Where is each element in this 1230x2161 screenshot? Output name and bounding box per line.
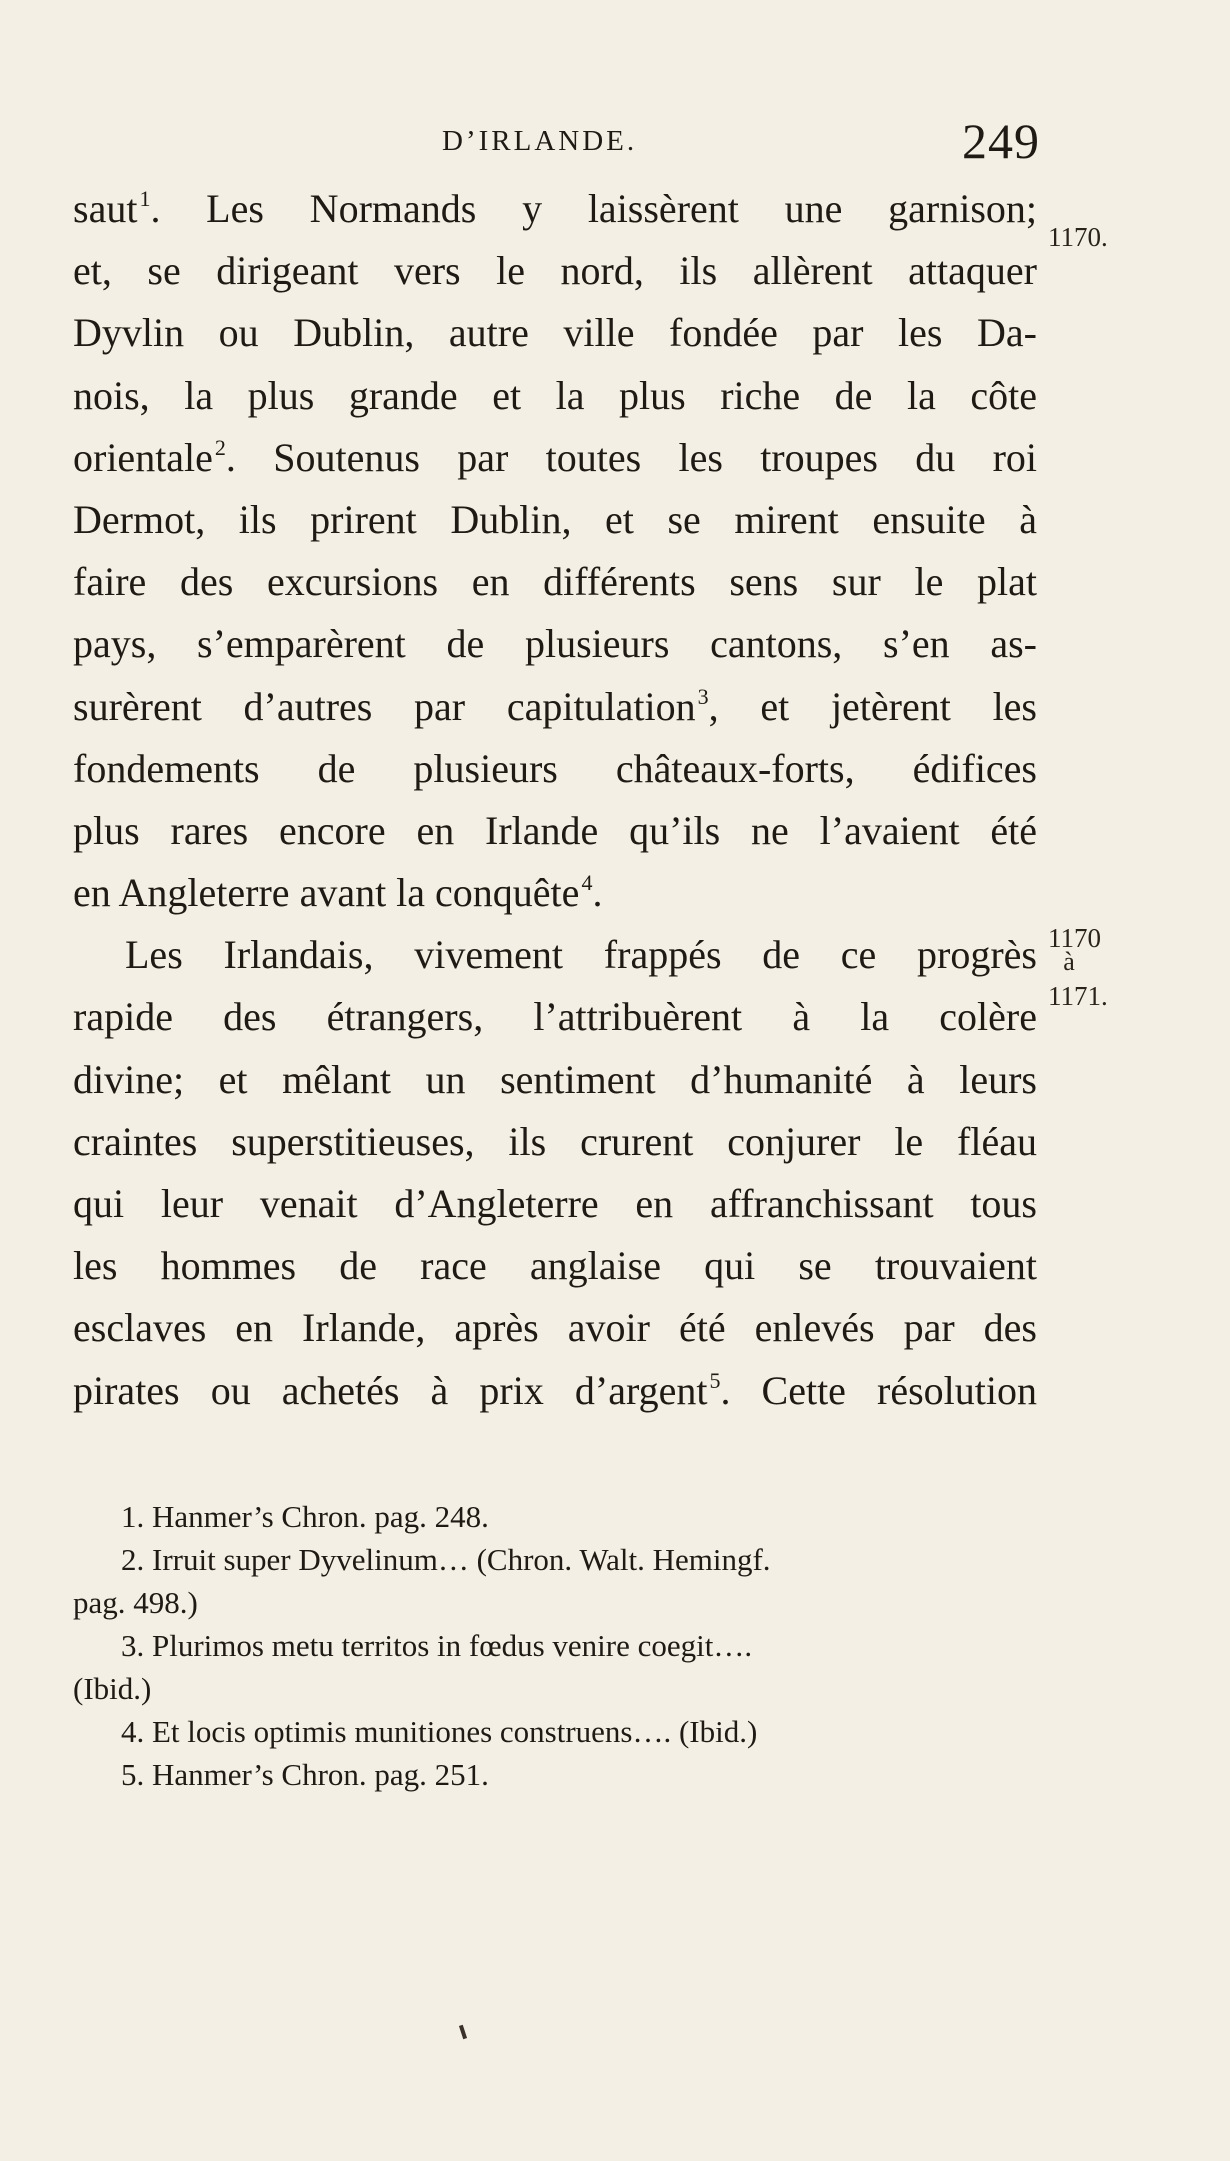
text-line: en Angleterre avant la conquête$^4$. — [73, 870, 603, 916]
footnote: 4. Et locis optimis munitiones construens…. (Ibid.) — [121, 1714, 758, 1749]
text-line: surèrent d’autres par capitulation$^3$, et jetèrent les — [73, 683, 1037, 729]
footnote-ref: 2 — [214, 434, 226, 460]
text-line: qui leur venait d’Angleterre en affranchissant tous — [73, 1181, 1037, 1226]
text-line: craintes superstitieuses, ils crurent conjurer le fléau — [73, 1118, 1037, 1164]
footnote: 3. Plurimos metu territos in fœdus venire coegit…. — [121, 1628, 753, 1663]
margin-date-1171: 1171. — [1048, 981, 1108, 1011]
text-line: faire des excursions en différents sens sur le plat — [73, 559, 1037, 605]
margin-date-1170: 1170. — [1048, 222, 1108, 252]
text-line: et, se dirigeant vers le nord, ils allèrent attaquer — [73, 248, 1037, 294]
text-line: plus rares encore en Irlande qu’ils ne l’avaient été — [73, 807, 1037, 853]
text-line: pirates ou achetés à prix d’argent$^5$. Cette résolution — [73, 1367, 1037, 1413]
footnote: pag. 498.) — [73, 1585, 198, 1620]
footnote-ref: 5 — [709, 1367, 721, 1393]
margin-range-a: à — [1063, 947, 1075, 976]
footnote: 2. Irruit super Dyvelinum… (Chron. Walt. Hemingf. — [121, 1542, 771, 1577]
text-line: divine; et mêlant un sentiment d’humanité à leurs — [73, 1056, 1037, 1102]
footnote: (Ibid.) — [73, 1671, 152, 1706]
footnote: 1. Hanmer’s Chron. pag. 248. — [121, 1499, 489, 1534]
body-text — [73, 178, 1037, 1422]
footnote-ref: 3 — [697, 683, 709, 709]
text-line: pays, s’emparèrent de plusieurs cantons, s’en as- — [73, 621, 1037, 667]
text-line: Dyvlin ou Dublin, autre ville fondée par les Da- — [73, 310, 1037, 356]
text-line: fondements de plusieurs châteaux-forts, édifices — [73, 745, 1037, 791]
footnote-ref: 1 — [139, 186, 151, 211]
running-title: D’IRLANDE. — [442, 125, 638, 157]
footnote: 5. Hanmer’s Chron. pag. 251. — [121, 1757, 489, 1792]
text-line: Dermot, ils prirent Dublin, et se mirent ensuite à — [73, 496, 1037, 542]
text-line: saut$^1$. Les Normands y laissèrent une garnison; — [73, 186, 1037, 231]
text-line: nois, la plus grande et la plus riche de la côte — [73, 372, 1037, 418]
margin-range-start: 1170 — [1048, 923, 1101, 953]
text-line: orientale$^2$. Soutenus par toutes les troupes du roi — [73, 434, 1037, 480]
text-line: rapide des étrangers, l’attribuèrent à la colère — [73, 994, 1037, 1040]
footnote-ref: 4 — [581, 870, 593, 896]
margin-date-range — [1048, 923, 1101, 976]
ink-speck — [459, 2025, 467, 2040]
text-line: Les Irlandais, vivement frappés de ce progrès — [125, 932, 1037, 978]
footnotes — [73, 1495, 1037, 1796]
page-number: 249 — [962, 113, 1040, 169]
text-line: les hommes de race anglaise qui se trouvaient — [73, 1243, 1037, 1289]
text-line: esclaves en Irlande, après avoir été enlevés par des — [73, 1305, 1037, 1351]
